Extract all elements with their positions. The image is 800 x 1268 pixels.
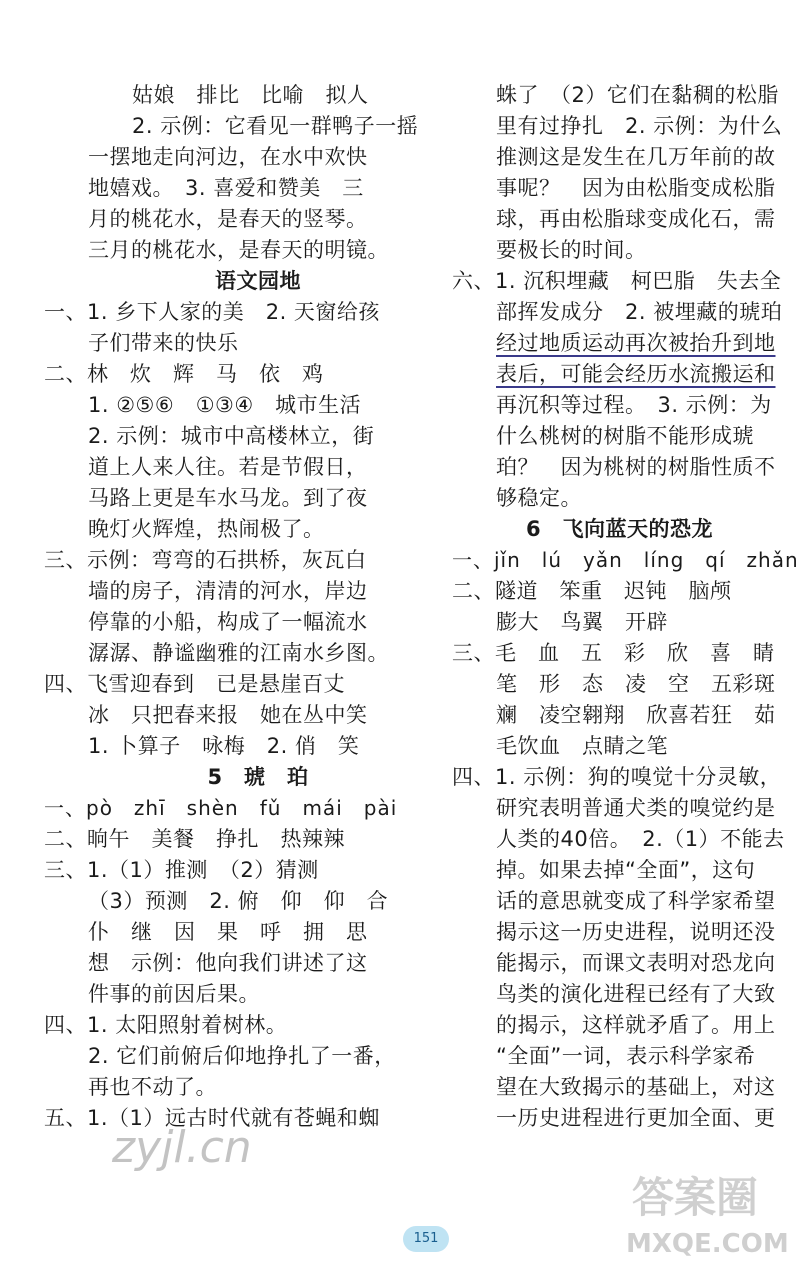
text-line: 毛饮血 点睛之笔 <box>496 734 668 758</box>
text-line: 四、1. 示例：狗的嗅觉十分灵敏， <box>452 765 782 789</box>
text-line: 蛛了 （2）它们在黏稠的松脂 <box>496 83 779 107</box>
text-line: 事呢？ 因为由松脂变成松脂 <box>496 176 776 200</box>
text-line: 够稳定。 <box>496 486 582 510</box>
right-column <box>452 80 799 1134</box>
text-line: 二、隧道 笨重 迟钝 脑颅 <box>452 579 732 603</box>
text-line: 二、晌午 美餐 挣扎 热辣辣 <box>44 827 345 851</box>
text-line: 道上人来人往。若是节假日， <box>88 455 368 479</box>
text-line: 再也不动了。 <box>88 1075 217 1099</box>
section-heading: 语文园地 <box>215 269 301 293</box>
left-column <box>44 80 428 1134</box>
text-line: 五、1.（1）远古时代就有苍蝇和蜘 <box>44 1106 380 1130</box>
text-line: 三、示例：弯弯的石拱桥，灰瓦白 <box>44 548 367 572</box>
text-line: 六、1. 沉积埋藏 柯巴脂 失去全 <box>452 269 782 293</box>
text-line: 冰 只把春来报 她在丛中笑 <box>88 703 368 727</box>
text-line: 再沉积等过程。 3. 示例：为 <box>496 393 772 417</box>
underlined-text-line: 表后，可能会经历水流搬运和 <box>496 362 776 386</box>
text-line: 晚灯火辉煌，热闹极了。 <box>88 517 325 541</box>
text-line: 什么桃树的树脂不能形成琥 <box>496 424 754 448</box>
watermark-text: zyjl.cn <box>112 1122 252 1173</box>
text-line: 停靠的小船，构成了一幅流水 <box>88 610 368 634</box>
text-line: 膨大 鸟翼 开辟 <box>496 610 668 634</box>
text-line: 的揭示，这样就矛盾了。用上 <box>496 1013 776 1037</box>
text-line: 能揭示，而课文表明对恐龙向 <box>496 951 776 975</box>
text-line: 二、林 炊 辉 马 依 鸡 <box>44 362 324 386</box>
page-number: 151 <box>403 1226 449 1252</box>
text-line: 三、毛 血 五 彩 欣 喜 睛 <box>452 641 775 665</box>
text-line: 地嬉戏。 3. 喜爱和赞美 三 <box>88 176 364 200</box>
text-line: 2. 它们前俯后仰地挣扎了一番， <box>88 1044 396 1068</box>
text-line: 潺潺、静谧幽雅的江南水乡图。 <box>88 641 389 665</box>
text-line: 人类的40倍。 2.（1）不能去 <box>496 827 785 851</box>
text-line: 一、1. 乡下人家的美 2. 天窗给孩 <box>44 300 380 324</box>
text-line: 球，再由松脂球变成化石，需 <box>496 207 776 231</box>
text-line: 墙的房子，清清的河水，岸边 <box>88 579 368 603</box>
text-line: 月的桃花水，是春天的竖琴。 <box>88 207 368 231</box>
text-line: 子们带来的快乐 <box>88 331 239 355</box>
text-line: 仆 继 因 果 呼 拥 思 <box>88 920 368 944</box>
text-line: 1. ②⑤⑥ ①③④ 城市生活 <box>88 393 362 417</box>
text-line: 部挥发成分 2. 被埋藏的琥珀 <box>496 300 783 324</box>
text-line: 一摆地走向河边，在水中欢快 <box>88 145 368 169</box>
text-line: 话的意思就变成了科学家希望 <box>496 889 776 913</box>
text-line: 鸟类的演化进程已经有了大致 <box>496 982 776 1006</box>
text-line: “全面”一词，表示科学家希 <box>496 1044 756 1068</box>
text-line: 三、1.（1）推测 （2）猜测 <box>44 858 319 882</box>
text-line: 里有过挣扎 2. 示例：为什么 <box>496 114 783 138</box>
text-line: 一历史进程进行更加全面、更 <box>496 1106 776 1130</box>
text-line: 揭示这一历史进程，说明还没 <box>496 920 776 944</box>
text-line: 要极长的时间。 <box>496 238 647 262</box>
text-line: 件事的前因后果。 <box>88 982 260 1006</box>
text-line: 1. 卜算子 咏梅 2. 俏 笑 <box>88 734 360 758</box>
underlined-text-line: 经过地质运动再次被抬升到地 <box>496 331 776 355</box>
text-line: 研究表明普通犬类的嗅觉约是 <box>496 796 776 820</box>
text-line: 2. 示例：城市中高楼林立，街 <box>88 424 375 448</box>
section-heading: 5 琥 珀 <box>207 765 309 789</box>
text-line: 四、飞雪迎春到 已是悬崖百丈 <box>44 672 345 696</box>
pinyin-line: 一、pò zhī shèn fǔ mái pài <box>44 796 398 820</box>
text-line: 2. 示例：它看见一群鸭子一摇 <box>132 114 419 138</box>
text-line: 想 示例：他向我们讲述了这 <box>88 951 368 975</box>
watermark-text: 答案圈 <box>632 1173 759 1222</box>
text-line: 四、1. 太阳照射着树林。 <box>44 1013 288 1037</box>
text-line: 斓 凌空翱翔 欣喜若狂 茹 <box>496 703 776 727</box>
text-line: 望在大致揭示的基础上，对这 <box>496 1075 776 1099</box>
watermark-stamp <box>612 1160 792 1260</box>
text-line: 掉。如果去掉“全面”，这句 <box>496 858 756 882</box>
text-line: 三月的桃花水，是春天的明镜。 <box>88 238 389 262</box>
text-line: 珀？ 因为桃树的树脂性质不 <box>496 455 776 479</box>
text-line: 笔 形 态 凌 空 五彩斑 <box>496 672 776 696</box>
text-line: 推测这是发生在几万年前的故 <box>496 145 776 169</box>
text-line: 姑娘 排比 比喻 拟人 <box>132 83 369 107</box>
watermark-text: MXQE.COM <box>626 1229 789 1259</box>
text-line: 马路上更是车水马龙。到了夜 <box>88 486 368 510</box>
section-heading: 6 飞向蓝天的恐龙 <box>525 517 714 541</box>
pinyin-line: 一、jǐn lú yǎn líng qí zhǎn <box>452 548 799 572</box>
text-line: （3）预测 2. 俯 仰 仰 合 <box>88 889 389 913</box>
